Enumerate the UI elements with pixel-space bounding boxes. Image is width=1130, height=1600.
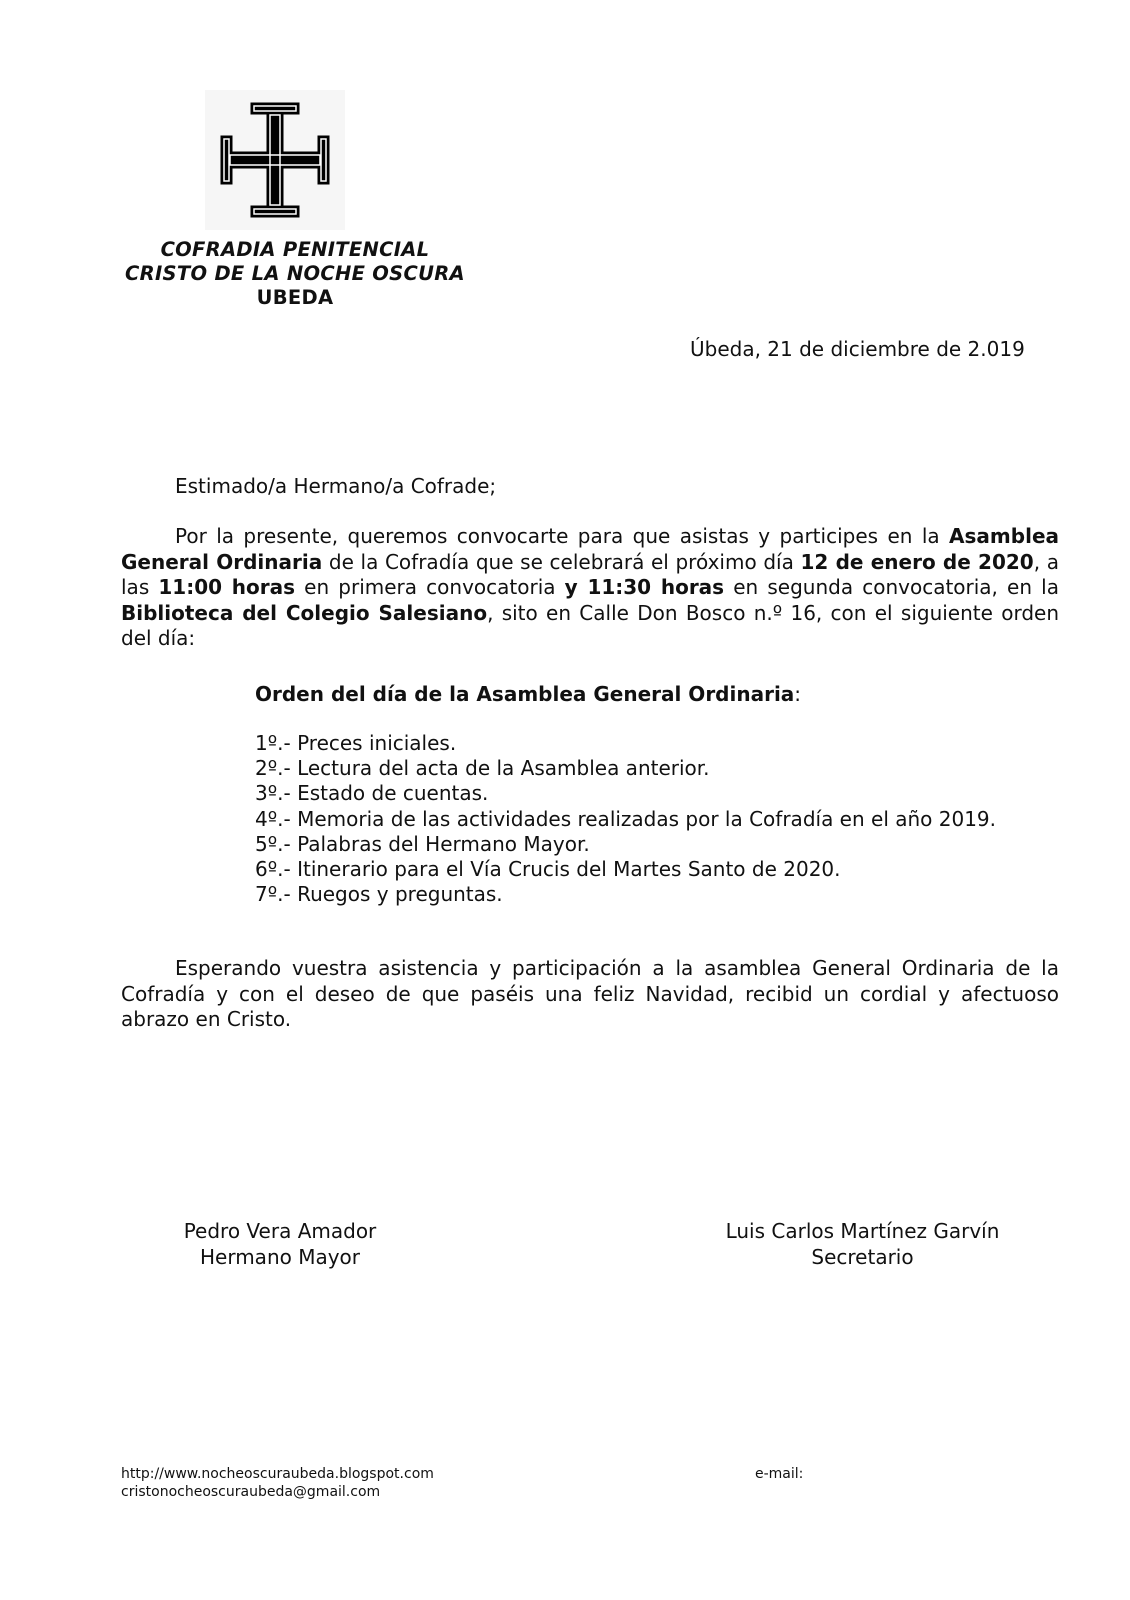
list-item: 6º.- Itinerario para el Vía Crucis del Martes Santo de 2020. xyxy=(255,857,841,882)
website-link[interactable]: http://www.nocheoscuraubeda.blogspot.com xyxy=(121,1466,434,1482)
signatory-name: Luis Carlos Martínez Garvín xyxy=(725,1219,1000,1243)
agenda-title xyxy=(255,681,801,707)
agenda-title-suffix: : xyxy=(794,682,802,706)
body-text-k: , sito en Calle Don Bosco n.º 16, con el siguiente orden del día: xyxy=(121,600,1059,650)
body-bold-time-2: y 11:30 horas xyxy=(564,575,725,599)
org-line-1: COFRADIA PENITENCIAL xyxy=(160,238,430,261)
convocation-paragraph xyxy=(121,524,1059,652)
body-text-g: en primera convocatoria xyxy=(295,575,565,599)
list-item: 1º.- Preces iniciales. xyxy=(255,731,457,755)
list-item: 4º.- Memoria de las actividades realizadas por la Cofradía en el año 2019. xyxy=(255,806,997,831)
body-bold-assembly: Asamblea General Ordinaria xyxy=(121,524,1059,574)
signatory-name: Pedro Vera Amador xyxy=(183,1219,377,1243)
signature-right xyxy=(715,1218,1010,1270)
email-address[interactable]: cristonocheoscuraubeda@gmail.com xyxy=(121,1484,381,1500)
email-label: e-mail: xyxy=(755,1466,804,1482)
letter-date: Úbeda, 21 de diciembre de 2.019 xyxy=(690,337,1025,361)
agenda-list xyxy=(255,731,996,907)
signature-left xyxy=(175,1218,385,1270)
list-item: 2º.- Lectura del acta de la Asamblea anterior. xyxy=(255,756,710,781)
list-item: 3º.- Estado de cuentas. xyxy=(255,781,489,806)
organization-name xyxy=(110,238,480,310)
closing-paragraph xyxy=(121,956,1059,1033)
body-bold-venue: Biblioteca del Colegio Salesiano xyxy=(121,600,488,625)
body-text-c: de la Cofradía que se celebrará el próximo día xyxy=(322,549,801,574)
closing-text: Esperando vuestra asistencia y participación a la asamblea General Ordinaria de la Cofradía y con el deseo de que paséis una feliz Navidad, recibid un cordial y afectuoso abrazo en Cristo. xyxy=(121,956,1059,1031)
body-bold-date: 12 de enero de 2020 xyxy=(800,549,1034,574)
signatory-role: Hermano Mayor xyxy=(199,1245,361,1269)
org-line-2: CRISTO DE LA NOCHE OSCURA xyxy=(125,262,465,285)
body-text-a: Por la presente, queremos convocarte para que asistas y participes en la xyxy=(175,524,950,548)
signatory-role: Secretario xyxy=(811,1245,914,1269)
cross-potent-icon xyxy=(205,90,345,230)
body-bold-time-1: 11:00 horas xyxy=(158,575,296,599)
org-line-3: UBEDA xyxy=(256,286,334,309)
greeting: Estimado/a Hermano/a Cofrade; xyxy=(175,474,497,498)
body-text-i: en segunda convocatoria, en la xyxy=(724,575,1059,599)
list-item: 7º.- Ruegos y preguntas. xyxy=(255,882,503,907)
agenda-title-text: Orden del día de la Asamblea General Ordinaria xyxy=(255,682,795,706)
body-text-e: , a las xyxy=(121,549,1059,599)
footer-contact xyxy=(121,1465,434,1501)
list-item: 5º.- Palabras del Hermano Mayor. xyxy=(255,831,590,856)
